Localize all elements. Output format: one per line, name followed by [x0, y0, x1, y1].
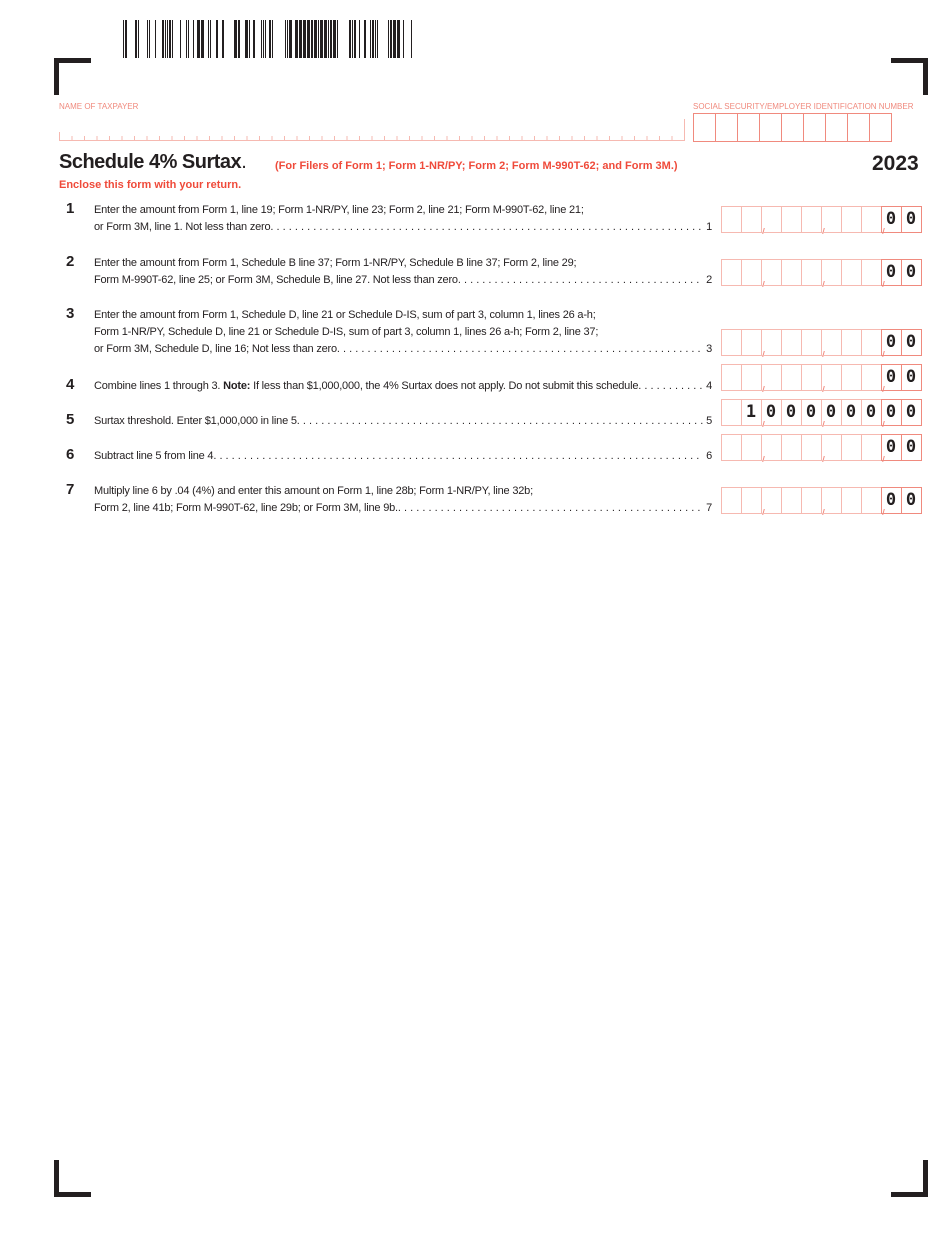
amount-digit [721, 437, 741, 457]
line-5-text [94, 413, 712, 430]
ssn-digit-box[interactable] [759, 113, 781, 142]
line-6-text [94, 448, 712, 465]
amount-digit: 0 [905, 402, 917, 422]
ssn-label: SOCIAL SECURITY/EMPLOYER IDENTIFICATION NUMBER [693, 102, 914, 111]
amount-digit: 0 [905, 332, 917, 352]
line-3-amount-field[interactable] [721, 329, 922, 355]
line-2-number: 2 [66, 253, 75, 270]
amount-digit [761, 262, 781, 282]
amount-digit [841, 262, 861, 282]
line-4-text [94, 378, 712, 395]
amount-digits [721, 402, 921, 422]
line-4-amount-field[interactable] [721, 364, 922, 390]
amount-digit: 0 [905, 209, 917, 229]
amount-digit [741, 490, 761, 510]
line-1-ref: 1 [706, 221, 712, 233]
amount-digit: 0 [905, 262, 917, 282]
line-7-text [94, 483, 712, 517]
page-title [59, 151, 246, 174]
amount-digit [841, 367, 861, 387]
amount-digits [721, 367, 921, 387]
line-2-ref: 2 [706, 274, 712, 286]
amount-digits [721, 332, 921, 352]
amount-digit: 0 [905, 437, 917, 457]
title-dot: . [241, 151, 247, 173]
amount-digit [801, 490, 821, 510]
corner-mark-bottom-right [891, 1160, 928, 1197]
amount-digit [761, 332, 781, 352]
line-7-text-row2: Form 2, line 41b; Form M-990T-62, line 29b; or Form 3M, line 9b. [94, 502, 398, 514]
line-2-text-row2: Form M-990T-62, line 25; or Form 3M, Schedule B, line 27. Not less than zero [94, 274, 458, 286]
amount-digits [721, 490, 921, 510]
amount-digit: 0 [885, 437, 897, 457]
amount-digits [721, 209, 921, 229]
line-1-amount-field[interactable] [721, 206, 922, 232]
amount-digit [821, 437, 841, 457]
amount-digit [721, 490, 741, 510]
amount-digit [841, 490, 861, 510]
line-1-text-row2: or Form 3M, line 1. Not less than zero [94, 221, 271, 233]
enclose-note: Enclose this form with your return. [59, 179, 242, 191]
amount-digit [861, 332, 881, 352]
ssn-digit-box[interactable] [693, 113, 715, 142]
amount-digit [741, 209, 761, 229]
amount-digit: 0 [885, 402, 897, 422]
line-1-text-row1: Enter the amount from Form 1, line 19; Form 1-NR/PY, line 23; Form 2, line 21; Form M-990T-62, line 21; [94, 204, 584, 216]
title-subtitle: (For Filers of Form 1; Form 1-NR/PY; Form 2; Form M-990T-62; and Form 3M.) [275, 160, 678, 172]
amount-digit [781, 490, 801, 510]
line-4-text-b: If less than $1,000,000, the 4% Surtax does not apply. Do not submit this schedule [253, 380, 639, 392]
amount-digit: 1 [745, 402, 757, 422]
ssn-digit-box[interactable] [715, 113, 737, 142]
ssn-digit-box[interactable] [847, 113, 869, 142]
taxpayer-name-field[interactable] [59, 119, 685, 141]
amount-digit [761, 209, 781, 229]
amount-digit [721, 332, 741, 352]
line-7-amount-field[interactable] [721, 487, 922, 513]
line-5-text-row1: Surtax threshold. Enter $1,000,000 in line 5 [94, 415, 297, 427]
ssn-field[interactable] [693, 113, 892, 141]
amount-digit [781, 367, 801, 387]
amount-digit [821, 367, 841, 387]
amount-digit: 0 [885, 332, 897, 352]
line-4-note-label: Note: [223, 380, 251, 392]
ssn-digit-box[interactable] [737, 113, 759, 142]
line-1-number: 1 [66, 200, 75, 217]
amount-digit [801, 332, 821, 352]
line-6-text-row1: Subtract line 5 from line 4 [94, 450, 214, 462]
amount-digit [801, 262, 821, 282]
ssn-digit-box[interactable] [869, 113, 892, 142]
line-1-text [94, 202, 712, 236]
title-text: Schedule 4% Surtax [59, 151, 242, 173]
amount-digits [721, 437, 921, 457]
amount-digit [861, 490, 881, 510]
tax-year: 2023 [872, 152, 919, 175]
amount-digit: 0 [845, 402, 857, 422]
amount-digit [741, 437, 761, 457]
amount-digit: 0 [885, 490, 897, 510]
amount-digit: 0 [765, 402, 777, 422]
line-6-ref: 6 [706, 450, 712, 462]
line-4-text-a: Combine lines 1 through 3. [94, 380, 221, 392]
amount-digit: 0 [885, 367, 897, 387]
amount-digit: 0 [805, 402, 817, 422]
amount-digit [841, 332, 861, 352]
amount-digit [781, 332, 801, 352]
ssn-digit-box[interactable] [781, 113, 803, 142]
amount-digit [781, 262, 801, 282]
amount-digit [721, 262, 741, 282]
amount-digit [841, 437, 861, 457]
amount-digit [741, 332, 761, 352]
line-3-text [94, 307, 712, 358]
amount-digit: 0 [865, 402, 877, 422]
amount-digit [861, 437, 881, 457]
amount-digit [761, 490, 781, 510]
amount-digit [801, 437, 821, 457]
amount-digit: 0 [905, 490, 917, 510]
amount-digits [721, 262, 921, 282]
line-2-amount-field[interactable] [721, 259, 922, 285]
amount-digit [801, 367, 821, 387]
amount-digit [761, 367, 781, 387]
amount-digit [821, 209, 841, 229]
amount-digit [861, 262, 881, 282]
amount-digit [761, 437, 781, 457]
line-4-ref: 4 [706, 380, 712, 392]
line-6-amount-field[interactable] [721, 434, 922, 460]
amount-digit [781, 437, 801, 457]
line-3-text-row3: or Form 3M, Schedule D, line 16; Not less than zero [94, 343, 337, 355]
amount-digit [801, 209, 821, 229]
line-5-amount-field[interactable] [721, 399, 922, 425]
line-4-number: 4 [66, 376, 75, 393]
line-5-number: 5 [66, 411, 75, 428]
line-7-number: 7 [66, 481, 75, 498]
amount-digit [821, 262, 841, 282]
corner-mark-top-left [54, 58, 91, 95]
amount-digit [861, 209, 881, 229]
amount-digit [741, 262, 761, 282]
amount-digit: 0 [785, 402, 797, 422]
ssn-digit-box[interactable] [825, 113, 847, 142]
line-6-number: 6 [66, 446, 75, 463]
barcode [120, 20, 415, 58]
line-2-text [94, 255, 712, 289]
corner-mark-top-right [891, 58, 928, 95]
amount-digit: 0 [885, 262, 897, 282]
line-7-ref: 7 [706, 502, 712, 514]
line-7-text-row1: Multiply line 6 by .04 (4%) and enter this amount on Form 1, line 28b; Form 1-NR/PY, line 32b; [94, 485, 533, 497]
line-3-text-row2: Form 1-NR/PY, Schedule D, line 21 or Schedule D-IS, sum of part 3, column 1, lines 26 a-h; Form 2, line 37; [94, 326, 599, 338]
amount-digit: 0 [825, 402, 837, 422]
line-3-text-row1: Enter the amount from Form 1, Schedule D, line 21 or Schedule D-IS, sum of part 3, column 1, lines 26 a-h; [94, 309, 596, 321]
amount-digit [721, 402, 741, 422]
amount-digit [781, 209, 801, 229]
amount-digit: 0 [905, 367, 917, 387]
line-2-text-row1: Enter the amount from Form 1, Schedule B line 37; Form 1-NR/PY, Schedule B line 37; Form 2, line 29; [94, 257, 577, 269]
corner-mark-bottom-left [54, 1160, 91, 1197]
line-3-number: 3 [66, 305, 75, 322]
amount-digit [721, 367, 741, 387]
amount-digit [721, 209, 741, 229]
amount-digit [841, 209, 861, 229]
amount-digit [821, 332, 841, 352]
amount-digit [821, 490, 841, 510]
amount-digit [741, 367, 761, 387]
line-5-ref: 5 [706, 415, 712, 427]
taxpayer-name-label: NAME OF TAXPAYER [59, 102, 139, 111]
amount-digit [861, 367, 881, 387]
amount-digit: 0 [885, 209, 897, 229]
ssn-digit-box[interactable] [803, 113, 825, 142]
line-3-ref: 3 [706, 343, 712, 355]
